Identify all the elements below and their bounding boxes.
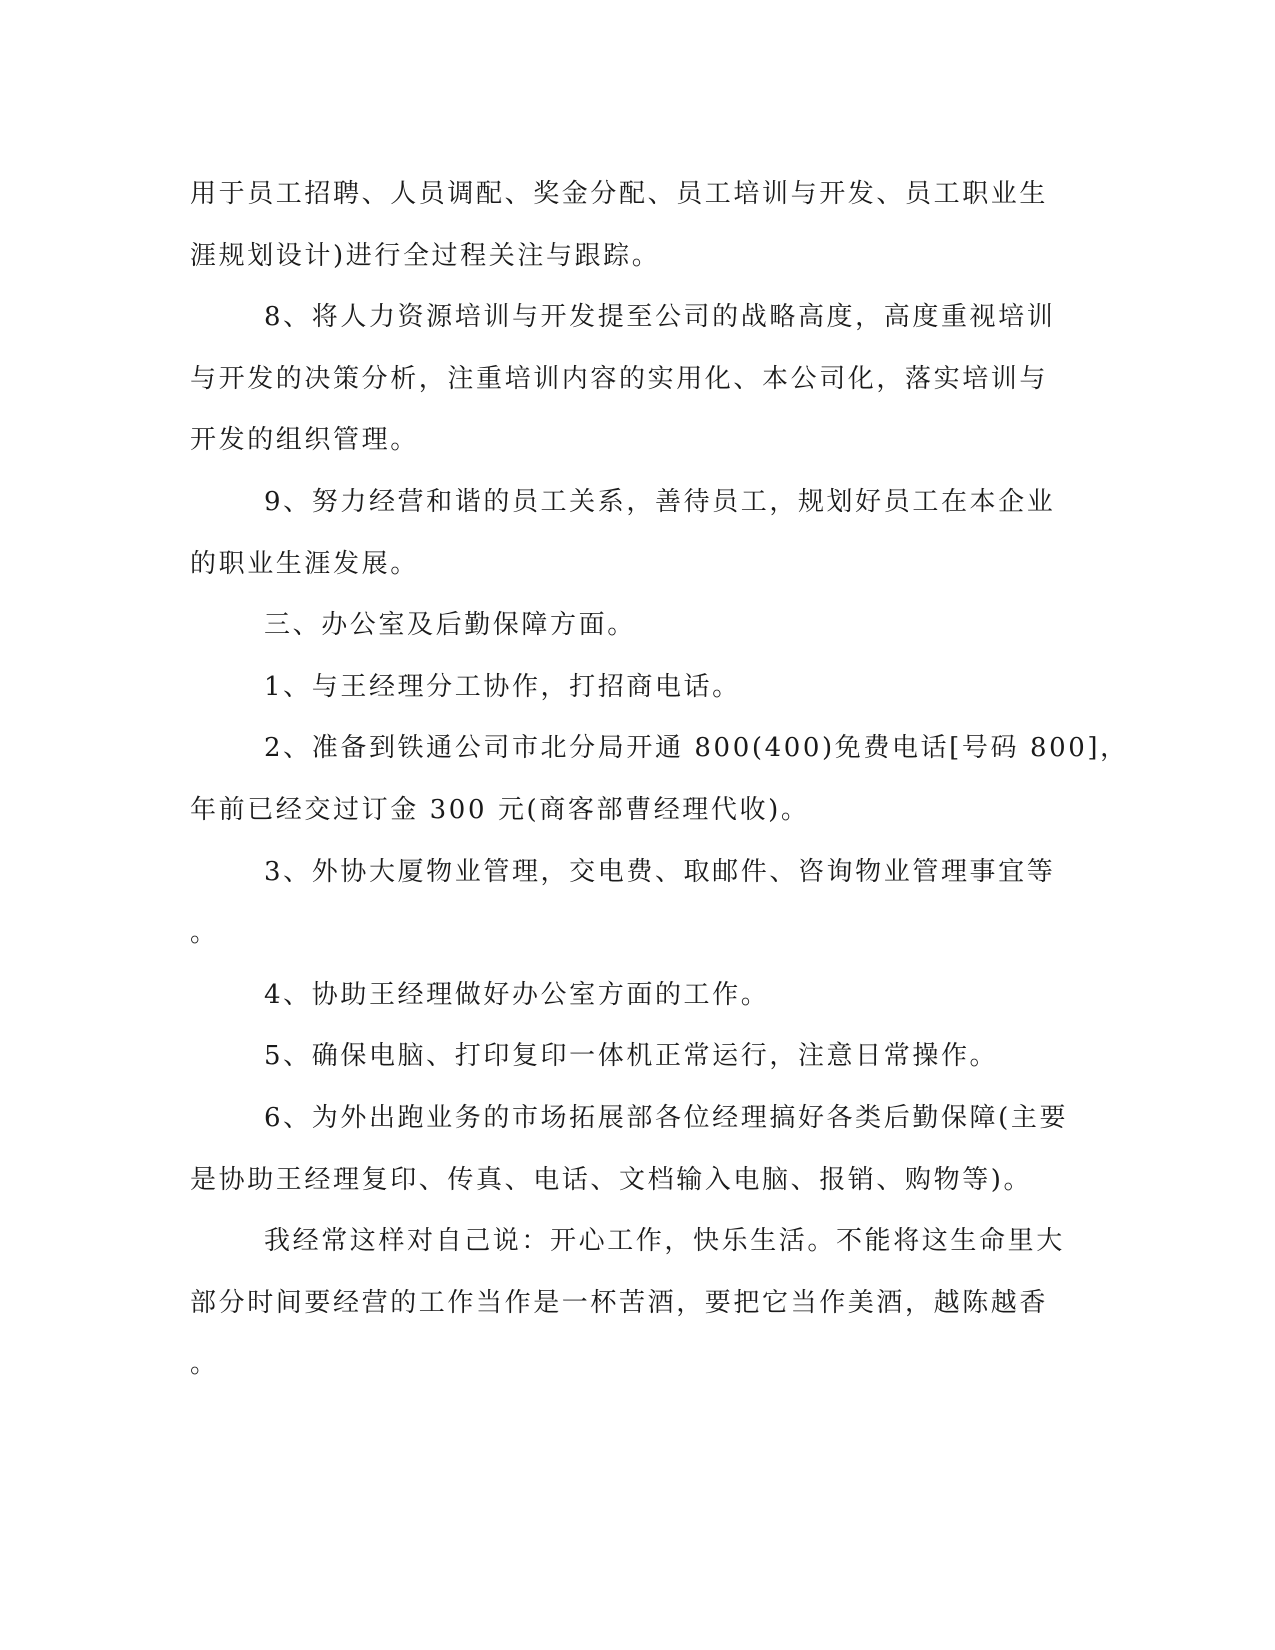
- text-line: 。: [190, 1349, 219, 1380]
- text-line: 的职业生涯发展。: [190, 548, 419, 579]
- text-line: 3、外协大厦物业管理，交电费、取邮件、咨询物业管理事宜等: [264, 856, 1056, 887]
- text-line: 部分时间要经营的工作当作是一杯苦酒，要把它当作美酒，越陈越香: [190, 1287, 1049, 1318]
- text-line: 用于员工招聘、人员调配、奖金分配、员工培训与开发、员工职业生: [190, 179, 1049, 209]
- text-line: 我经常这样对自己说：开心工作，快乐生活。不能将这生命里大: [264, 1226, 1065, 1257]
- text-line: 8、将人力资源培训与开发提至公司的战略高度，高度重视培训: [264, 302, 1056, 333]
- text-line: 2、准备到铁通公司市北分局开通 800(400)免费电话[号码 800]，: [264, 733, 1129, 764]
- text-line: 1、与王经理分工协作，打招商电话。: [264, 671, 741, 702]
- text-line: 。: [190, 918, 219, 949]
- text-line: 9、努力经营和谐的员工关系，善待员工，规划好员工在本企业: [264, 486, 1056, 517]
- text-line: 年前已经交过订金 300 元(商客部曹经理代收)。: [190, 794, 810, 825]
- text-line: 开发的组织管理。: [190, 425, 419, 456]
- text-line: 涯规划设计)进行全过程关注与跟踪。: [190, 240, 661, 271]
- section-heading: 三、办公室及后勤保障方面。: [264, 610, 636, 641]
- text-line: 与开发的决策分析，注重培训内容的实用化、本公司化，落实培训与: [190, 363, 1049, 394]
- text-line: 是协助王经理复印、传真、电话、文档输入电脑、报销、购物等)。: [190, 1164, 1033, 1195]
- text-line: 5、确保电脑、打印复印一体机正常运行，注意日常操作。: [264, 1041, 999, 1072]
- text-line: 6、为外出跑业务的市场拓展部各位经理搞好各类后勤保障(主要: [264, 1102, 1069, 1133]
- text-line: 4、协助王经理做好办公室方面的工作。: [264, 979, 770, 1010]
- document-body: [190, 164, 1129, 1396]
